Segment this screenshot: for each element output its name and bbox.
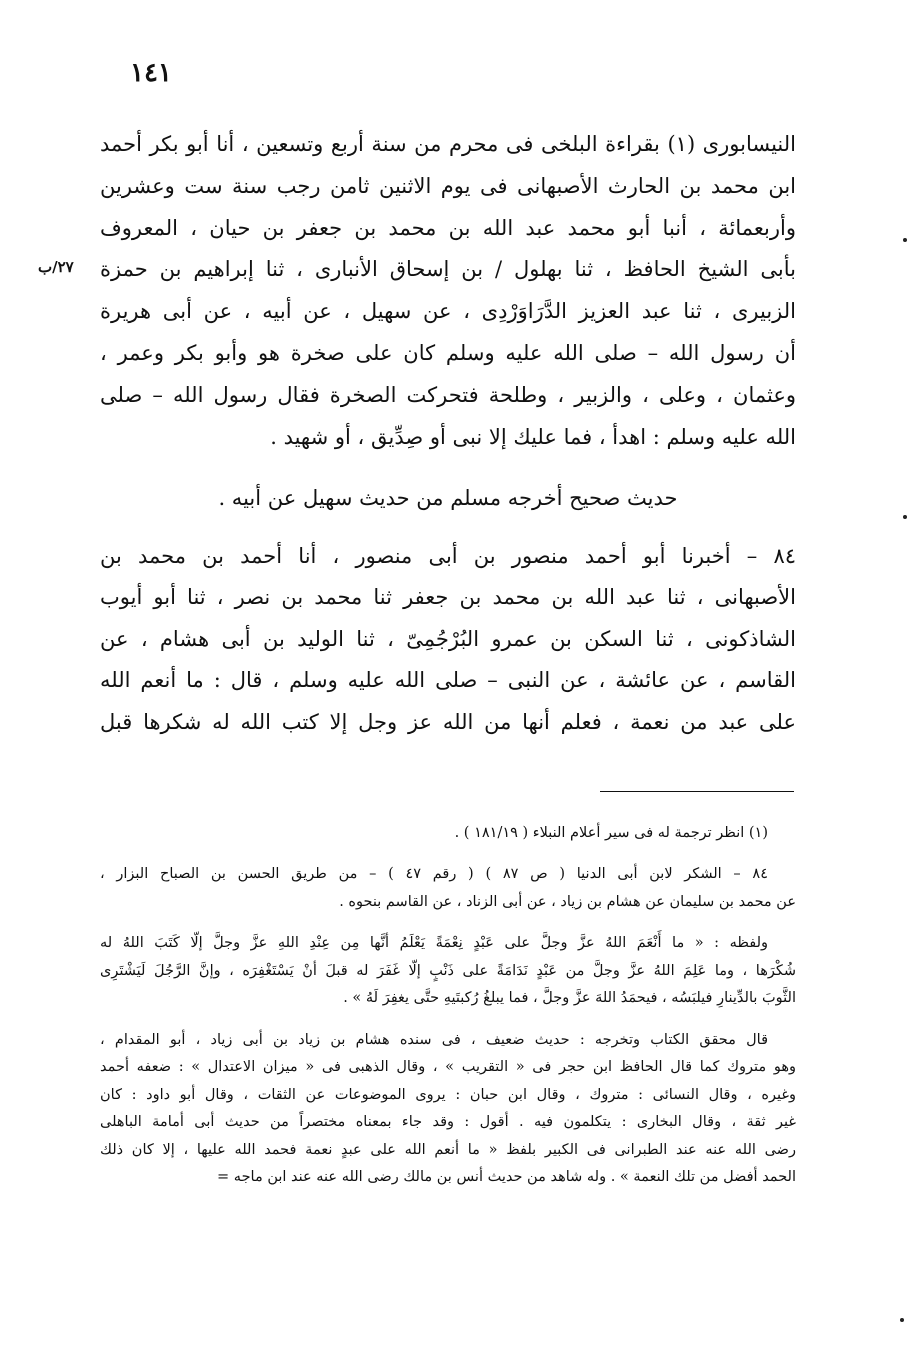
text-line: الزبيرى ، ثنا عبد العزيز الدَّرَاوَرْدِى ، عن سهيل ، عن أبيه ، عن أبى هريرة [100,299,796,324]
scan-speck [900,1318,904,1322]
footnote-84-grading [100,1027,796,1192]
footnote-line: عن محمد بن سليمان عن هشام بن زياد ، عن أبى الزناد ، عن القاسم بنحوه . [339,893,796,910]
scan-speck [903,238,907,242]
footnote-line: رضى الله عنه عند الطبرانى فى الكبير بلفظ « ما أنعم الله على عبدٍ نعمة فحمد الله عليها ، إلا كان ذلك [100,1141,796,1158]
text-line: القاسم ، عن عائشة ، عن النبى – صلى الله عليه وسلم ، قال : ما أنعم الله [100,668,796,693]
text-line: وعثمان ، وعلى ، والزبير ، وطلحة فتحركت الصخرة فقال رسول الله – صلى [100,382,796,407]
footnote-separator [600,791,794,792]
footnote-line: وهو متروك كما قال الحافظ ابن حجر فى « التقريب » ، وقال الذهبى فى « ميزان الاعتدال » : ضعفه أحمد [100,1059,796,1075]
manuscript-folio-marker: ٢٧/ب [38,258,74,276]
footnote-line: شُكْرَها ، وما عَلِمَ اللهُ عزَّ وجلَّ من عَبْدٍ نَدَامَةً على ذَنْبٍ إلّا غَفَرَ له قبلَ أنْ يَسْتَغْفِرَه ، وإنَّ الرَّجُلَ لَيَشْتَرِى [100,962,796,979]
footnote-84-text [100,930,796,1013]
hadith-grading-note: حديث صحيح أخرجه مسلم من حديث سهيل عن أبيه . [218,486,678,510]
footnotes-section [100,820,796,1206]
text-line: ٨٤ – أخبرنا أبو أحمد منصور بن أبى منصور ، أنا أحمد بن محمد بن [100,544,796,568]
footnote-line: ولفظه : « ما أَنْعَمَ اللهُ عزَّ وجلَّ على عَبْدٍ نِعْمَةً يَعْلَمُ أنَّها مِن عِنْدِ اللهِ عزَّ وجلَّ إلّا كَتَبَ اللهُ له [100,935,768,951]
text-line: ابن محمد بن الحارث الأصبهانى فى يوم الاثنين ثامن رجب سنة ست وعشرين [100,173,796,198]
text-line: الله عليه وسلم : اهدأ ، فما عليك إلا نبى أو صِدِّيق ، أو شهيد . [270,424,796,449]
text-line: وأربعمائة ، أنبا أبو محمد عبد الله بن محمد بن جعفر بن حيان ، المعروف [100,215,796,240]
text-line: الشاذكونى ، ثنا السكن بن عمرو البُرْجُمِىّ ، ثنا الوليد بن أبى هشام ، عن [100,626,796,651]
footnote-line: وغيره ، وقال النسائى : متروك ، وقال ابن حبان : يروى الموضوعات عن الثقات ، وقال أبو داود : كان [100,1086,796,1103]
text-line: على عبد من نعمة ، فعلم أنها من الله عز وجل إلا كتب الله له شكرها قبل [100,709,796,734]
footnote-line: ٨٤ – الشكر لابن أبى الدنيا ( ص ٨٧ ) ( رقم ٤٧ ) – من طريق الحسن بن الصباح البزار ، [100,866,768,882]
text-line: بأبى الشيخ الحافظ ، ثنا بهلول / بن إسحاق الأنبارى ، ثنا إبراهيم بن حمزة [100,257,796,282]
main-text-paragraph [100,124,796,458]
footnote-1: (١) انظر ترجمة له فى سير أعلام النبلاء ( ١٨١/١٩ ) . [454,825,768,841]
footnote-84-source [100,861,796,916]
hadith-84-paragraph [100,536,796,743]
footnote-line: الحمد أفضل من تلك النعمة » . وله شاهد من حديث أنس بن مالك رضى الله عنه عند ابن ماجه = [217,1169,796,1185]
text-line: الأصبهانى ، ثنا عبد الله بن محمد بن جعفر ثنا محمد بن نصر ، ثنا أبو أيوب [100,585,796,610]
scan-speck [903,515,907,519]
footnote-line: الثَّوبَ بالدِّينارِ فيلبَسُه ، فيحمَدُ اللهَ عزَّ وجلَّ ، فما يبلغُ رُكبتَيهِ حتَّى يغفِرَ لَهُ » . [343,990,796,1006]
page-number: ١٤١ [130,58,172,88]
text-line: النيسابورى (١) بقراءة البلخى فى محرم من سنة أربع وتسعين ، أنا أبو بكر أحمد [100,132,796,156]
text-line: أن رسول الله – صلى الله عليه وسلم كان على صخرة هو وأبو بكر وعمر ، [100,340,796,365]
footnote-line: غير ثقة ، وقال البخارى : يتكلمون فيه . أقول : وقد جاء بمعناه مختصراً من حديث أبى أمامة الباهلى [100,1114,796,1130]
footnote-line: قال محقق الكتاب وتخرجه : حديث ضعيف ، فى سنده هشام بن زياد بن أبى زياد ، أبو المقدام ، [100,1031,768,1048]
